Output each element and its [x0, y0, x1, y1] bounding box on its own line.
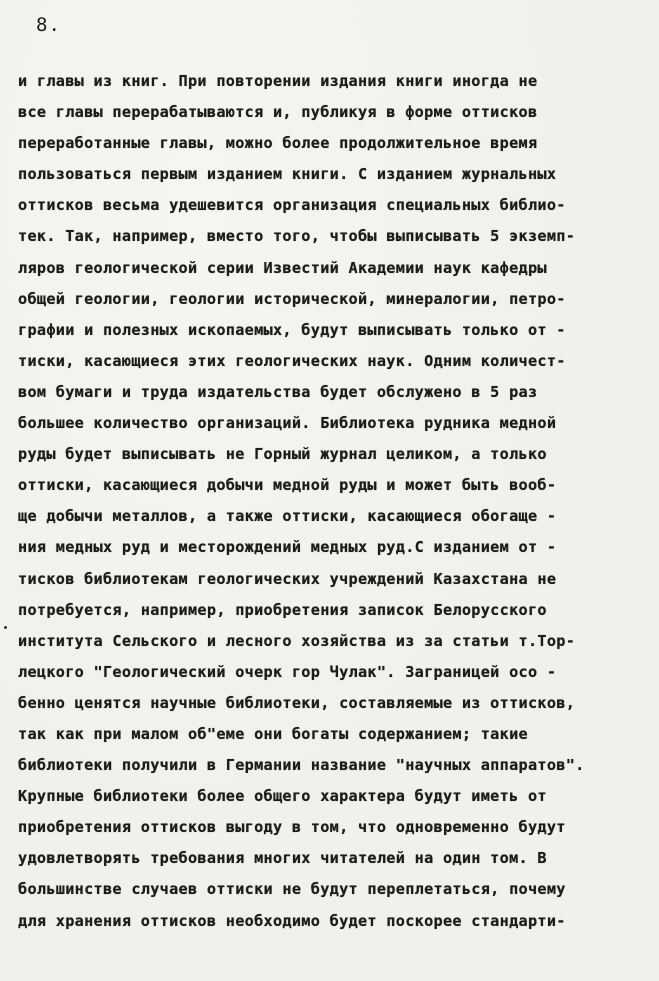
text-line: оттиски, касающиеся добычи медной руды и может быть вооб-: [18, 476, 557, 495]
text-line: все главы перерабатываются и, публикуя в форме оттисков: [18, 103, 538, 122]
text-line: и главы из книг. При повторении издания книги иногда не: [18, 72, 538, 90]
text-line: тек. Так, например, вместо того, чтобы выписывать 5 экземп-: [18, 227, 576, 246]
text-line: большинстве случаев оттиски не будут переплетаться, почему: [18, 880, 566, 899]
text-line: удовлетворять требования многих читателей на один том. В: [18, 849, 547, 868]
text-line: Крупные библиотеки более общего характера будут иметь от: [18, 787, 547, 806]
text-line: тисков библиотекам геологических учреждений Казахстана не: [18, 569, 557, 588]
text-line: лецкого "Геологический очерк гор Чулак". Заграницей осо -: [18, 662, 557, 681]
body-text: [18, 66, 648, 937]
text-line: ще добычи металлов, а также оттиски, касающиеся обогаще -: [18, 507, 557, 526]
margin-mark: [4, 626, 7, 629]
text-line: общей геологии, геологии исторической, минералогии, петро-: [18, 289, 566, 308]
text-line: библиотеки получили в Германии название "научных аппаратов".: [18, 756, 585, 775]
text-line: пользоваться первым изданием книги. С изданием журнальных: [18, 165, 557, 184]
text-line: так как при малом об"еме они богаты содержанием; такие: [18, 724, 528, 743]
text-line: руды будет выписывать не Горный журнал целиком, а только: [18, 445, 547, 464]
text-line: оттисков весьма удешевится организация специальных библио-: [18, 196, 566, 215]
text-line: приобретения оттисков выгоду в том, что одновременно будут: [18, 818, 566, 837]
text-line: большее количество организаций. Библиотека рудника медной: [18, 414, 557, 433]
text-line: института Сельского и лесного хозяйства из за статьи т.Тор-: [18, 631, 576, 650]
text-line: для хранения оттисков необходимо будет поскорее стандарти-: [18, 911, 566, 930]
text-line: ния медных руд и месторождений медных руд.С изданием от -: [18, 538, 557, 557]
text-line: ляров геологической серии Известий Академии наук кафедры: [18, 258, 547, 277]
page-number: 8.: [36, 14, 61, 36]
text-line: переработанные главы, можно более продолжительное время: [18, 134, 538, 153]
text-line: вом бумаги и труда издательства будет обслужено в 5 раз: [18, 382, 538, 401]
text-line: тиски, касающиеся этих геологических наук. Одним количест-: [18, 351, 566, 370]
text-line: бенно ценятся научные библиотеки, составляемые из оттисков,: [18, 693, 576, 712]
text-line: графии и полезных ископаемых, будут выписывать только от -: [18, 320, 566, 339]
text-line: потребуется, например, приобретения записок Белорусского: [18, 600, 547, 619]
